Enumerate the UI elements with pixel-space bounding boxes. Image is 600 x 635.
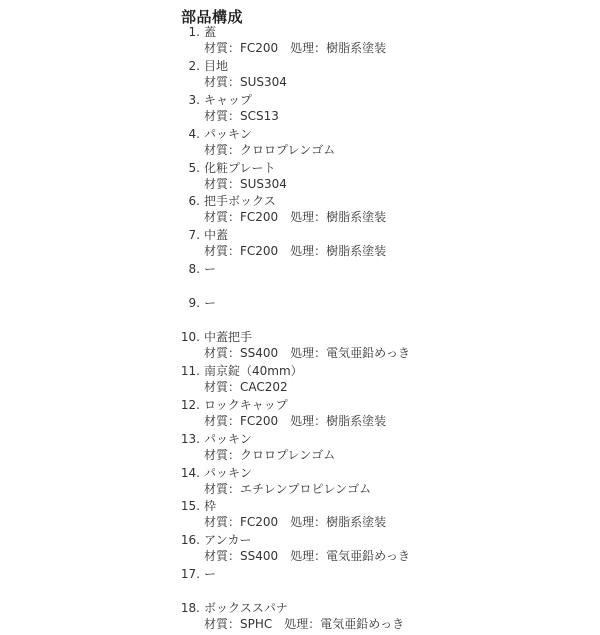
part-material: 材質：SUS304 xyxy=(204,74,287,89)
part-material: 材質：SS400 処理：電気亜鉛めっき xyxy=(204,549,411,564)
part-number: 10. xyxy=(180,330,200,345)
part-material: 材質：SUS304 xyxy=(204,176,287,191)
part-number: 14. xyxy=(180,465,200,480)
part-number: 12. xyxy=(180,397,200,412)
part-name: パッキン xyxy=(204,465,252,480)
part-item-15 xyxy=(0,499,600,533)
part-name: 蓋 xyxy=(204,25,217,39)
part-name: 枠 xyxy=(204,499,217,514)
part-item-13 xyxy=(0,432,600,466)
part-name: ロックキャップ xyxy=(204,397,288,412)
part-number: 3. xyxy=(188,92,200,107)
part-number: 16. xyxy=(180,533,200,548)
part-item-17 xyxy=(0,567,600,601)
part-item-5 xyxy=(0,161,600,195)
part-item-1 xyxy=(0,25,600,59)
part-item-16 xyxy=(0,533,600,567)
part-name: 南京錠（40mm） xyxy=(204,363,303,378)
part-item-2 xyxy=(0,59,600,93)
part-material: 材質：クロロプレンゴム xyxy=(204,142,336,157)
part-item-4 xyxy=(0,127,600,161)
parts-list xyxy=(0,25,600,635)
part-item-7 xyxy=(0,228,600,262)
part-item-11 xyxy=(0,364,600,398)
part-number: 17. xyxy=(180,567,200,582)
part-material: 材質：クロロプレンゴム xyxy=(204,447,336,462)
part-number: 11. xyxy=(180,363,200,378)
part-number: 6. xyxy=(188,194,200,209)
part-name: 目地 xyxy=(204,58,229,73)
part-number: 4. xyxy=(188,126,200,141)
part-material: 材質：CAC202 xyxy=(204,379,288,394)
part-item-3 xyxy=(0,93,600,127)
part-material: 材質：FC200 処理：樹脂系塗装 xyxy=(204,515,387,530)
part-item-14 xyxy=(0,466,600,500)
part-number: 5. xyxy=(188,160,200,175)
part-number: 9. xyxy=(188,296,200,311)
part-name: アンカー xyxy=(204,533,252,548)
part-number: 7. xyxy=(188,228,200,243)
part-name: 化粧プレート xyxy=(204,160,276,175)
part-material: 材質：FC200 処理：樹脂系塗装 xyxy=(204,413,387,428)
part-number: 13. xyxy=(180,431,200,446)
part-name: ー xyxy=(204,262,217,277)
part-item-9 xyxy=(0,296,600,330)
part-material: 材質：SS400 処理：電気亜鉛めっき xyxy=(204,346,411,361)
part-number: 2. xyxy=(188,58,200,73)
part-material: 材質：SCS13 xyxy=(204,108,279,123)
part-name: ー xyxy=(204,296,217,311)
part-number: 15. xyxy=(180,499,200,514)
part-item-18 xyxy=(0,601,600,635)
part-material: 材質：エチレンプロピレンゴム xyxy=(204,481,372,496)
part-name: ボックススパナ xyxy=(204,601,288,616)
part-material: 材質：FC200 処理：樹脂系塗装 xyxy=(204,41,387,55)
part-material: 材質：FC200 処理：樹脂系塗装 xyxy=(204,210,387,225)
part-item-12 xyxy=(0,398,600,432)
part-name: キャップ xyxy=(204,92,253,107)
part-item-6 xyxy=(0,194,600,228)
part-name: パッキン xyxy=(204,126,252,141)
part-name: 把手ボックス xyxy=(204,194,276,209)
part-name: パッキン xyxy=(204,431,252,446)
part-number: 18. xyxy=(180,601,200,616)
part-name: 中蓋 xyxy=(204,228,229,243)
section-heading: 部品構成 xyxy=(181,8,244,26)
part-number: 1. xyxy=(188,25,200,39)
part-number: 8. xyxy=(188,262,200,277)
part-material: 材質：FC200 処理：樹脂系塗装 xyxy=(204,244,387,259)
part-item-8 xyxy=(0,262,600,296)
part-name: 中蓋把手 xyxy=(204,330,253,345)
part-material: 材質：SPHC 処理：電気亜鉛めっき xyxy=(204,617,405,632)
part-item-10 xyxy=(0,330,600,364)
part-name: ー xyxy=(204,567,217,582)
